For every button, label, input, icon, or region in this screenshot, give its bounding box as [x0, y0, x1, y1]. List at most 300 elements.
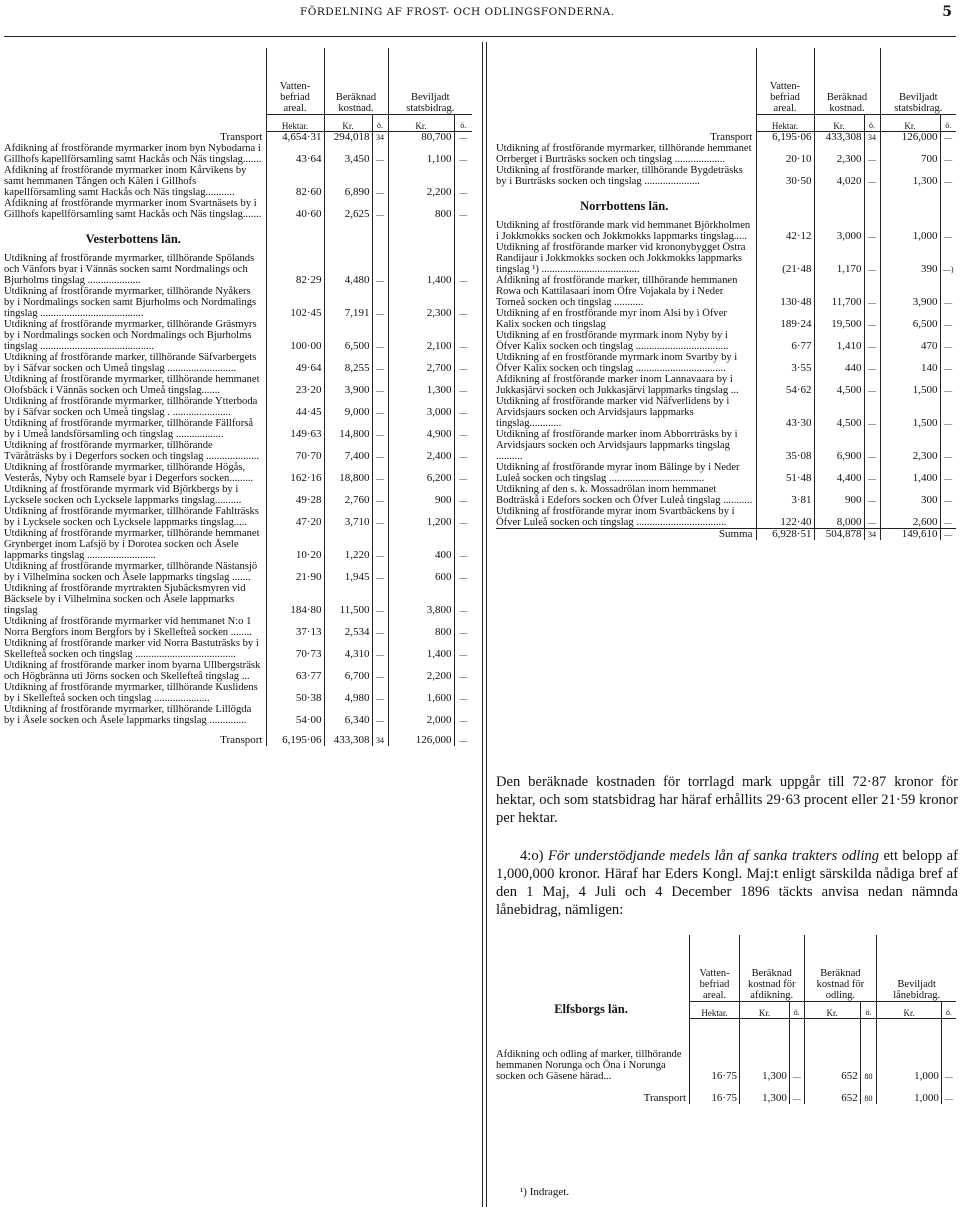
- loan-table: [496, 935, 956, 1104]
- row-cost-ore: —: [372, 286, 388, 319]
- row-description: Utdikning af frostförande myrmarker, tillhörande Tväråträsks by i Degerfors socken och tingslag ....................: [4, 439, 260, 462]
- row-cost: 2,760: [324, 484, 372, 506]
- table-row: [496, 220, 956, 242]
- row-granted: 80,700: [388, 131, 454, 143]
- row-granted: 2,300: [388, 286, 454, 319]
- row-area: 70·73: [266, 638, 324, 660]
- row-area: 6,195·06: [756, 131, 814, 143]
- section-norrbotten: [496, 187, 956, 220]
- row-description: Utdikning af frostförande myrmarker, tillhörande Lillögda by i Åsele socken och Åsele lappmarks tingslag ..............: [4, 703, 252, 726]
- transport-row: [4, 726, 472, 746]
- row-granted-ore: —: [940, 462, 956, 484]
- row-granted: 6,500: [880, 308, 940, 330]
- row-granted: 3,000: [388, 396, 454, 418]
- row-area: 21·90: [266, 561, 324, 583]
- table-row: [496, 1018, 956, 1082]
- row-area: 149·63: [266, 418, 324, 440]
- row-area: 100·00: [266, 319, 324, 352]
- row-description: Afdikning af frostförande myrmarker inom Svartnäsets by i Gillhofs kapellförsamling samt Hackås och Näs tingslag.......: [4, 197, 262, 220]
- row-granted-ore: —: [940, 374, 956, 396]
- row-granted: 126,000: [388, 726, 454, 746]
- row-granted-ore: —: [454, 704, 472, 726]
- transport-cost-drain-ore: —: [789, 1082, 804, 1104]
- row-cost: 2,625: [324, 198, 372, 220]
- row-granted-ore: —: [940, 484, 956, 506]
- row-cost-ore: —: [864, 396, 880, 429]
- row-cost-ore: —: [372, 528, 388, 561]
- row-cost-ore: —: [864, 429, 880, 462]
- row-cost: 1,945: [324, 561, 372, 583]
- row-granted: 600: [388, 561, 454, 583]
- row-description: Utdikning af frostförande myrtrakten Sjubäcksmyren vid Bäcksele by i Vilhelmina socken och Åsele lappmarks tingslag: [4, 582, 246, 616]
- section-heading: Norrbottens län.: [580, 198, 669, 213]
- unit-ore: ö.: [454, 114, 472, 131]
- transport-cost-drain: 1,300: [739, 1082, 789, 1104]
- row-description: Utdikning af frostförande myrmarker, tillhörande hemmanet Olofsbäck i Vännäs socken och Umeå tingslag.......: [4, 373, 260, 396]
- row-cost-ore: —: [864, 506, 880, 529]
- row-cost: 1,410: [814, 330, 864, 352]
- row-cost: 6,700: [324, 660, 372, 682]
- col-cost-drain-header: Beräknad kostnad för afdikning.: [739, 935, 804, 1001]
- row-area: 20·10: [756, 143, 814, 165]
- row-area: 42·12: [756, 220, 814, 242]
- column-divider: [482, 42, 483, 1207]
- row-granted-ore: —: [940, 352, 956, 374]
- row-area: 43·30: [756, 396, 814, 429]
- row-granted-ore: —: [940, 275, 956, 308]
- row-cost-ore: —: [864, 352, 880, 374]
- transport-row: [4, 131, 472, 143]
- row-area: 51·48: [756, 462, 814, 484]
- row-cost-drain-ore: —: [789, 1018, 804, 1082]
- row-area: 189·24: [756, 308, 814, 330]
- row-cost: 3,710: [324, 506, 372, 528]
- table-row: [4, 143, 472, 165]
- row-cost: 6,890: [324, 165, 372, 198]
- row-cost: 1,220: [324, 528, 372, 561]
- row-area: 82·60: [266, 165, 324, 198]
- row-granted-ore: —: [454, 143, 472, 165]
- row-cost: 4,500: [814, 374, 864, 396]
- row-granted-ore: —: [454, 561, 472, 583]
- row-area: 40·60: [266, 198, 324, 220]
- row-granted-ore: —: [454, 286, 472, 319]
- row-granted: 1,300: [880, 165, 940, 187]
- row-granted: 1,400: [388, 253, 454, 286]
- col-area-header: Vatten- befriad areal.: [756, 48, 814, 114]
- row-granted: 400: [388, 528, 454, 561]
- column-divider: [486, 42, 487, 1207]
- table-row: [4, 660, 472, 682]
- row-description: Utdikning af frostförande myrmarker, tillhörande Nyåkers by i Nordmalings socken samt Bjurholms och Nordmalings tingslag .......................................: [4, 285, 257, 319]
- row-cost: 6,500: [324, 319, 372, 352]
- row-area: 23·20: [266, 374, 324, 396]
- row-granted-ore: —: [454, 484, 472, 506]
- row-cost-ore: —: [864, 165, 880, 187]
- row-description: Utdikning af frostförande myrmark vid Björkbergs by i Lycksele socken och Lycksele lappmarks tingslag..........: [4, 483, 242, 506]
- col-granted-header: Beviljadt statsbidrag.: [388, 48, 472, 114]
- transport-row-label: Transport: [220, 131, 263, 143]
- row-cost: 4,310: [324, 638, 372, 660]
- table-row: [4, 374, 472, 396]
- row-area: 50·38: [266, 682, 324, 704]
- row-cost-cult-ore: 80: [860, 1018, 877, 1082]
- row-cost-ore: —: [372, 143, 388, 165]
- table-row: [496, 396, 956, 429]
- row-cost-ore: —: [372, 165, 388, 198]
- section-elfsborg: Elfsborgs län.: [554, 1002, 628, 1016]
- unit-ore: ö.: [372, 114, 388, 131]
- row-granted: 1,500: [880, 374, 940, 396]
- unit-ore: ö.: [940, 114, 956, 131]
- unit-kr: Kr.: [880, 114, 940, 131]
- row-granted: 1,000: [880, 220, 940, 242]
- row-granted-ore: —: [940, 528, 956, 540]
- row-granted: 4,900: [388, 418, 454, 440]
- transport-granted-ore: —: [941, 1082, 956, 1104]
- row-area: 122·40: [756, 506, 814, 529]
- row-cost-ore: —: [864, 484, 880, 506]
- row-cost-ore: —: [372, 660, 388, 682]
- running-title: FÖRDELNING AF FROST- OCH ODLINGSFONDERNA.: [300, 6, 615, 18]
- row-description: Utdikning af frostförande marker, tillhörande Bygdeträsks by i Burträsks socken och tingslag .....................: [496, 164, 743, 187]
- transport-label: Transport: [643, 1092, 687, 1104]
- row-cost-ore: —: [372, 440, 388, 462]
- table-row: [4, 286, 472, 319]
- table-row: [496, 374, 956, 396]
- row-cost: 11,500: [324, 583, 372, 616]
- table-row: [4, 682, 472, 704]
- row-granted: 800: [388, 198, 454, 220]
- table-row: [4, 440, 472, 462]
- table-row: [4, 165, 472, 198]
- row-cost-ore: 34: [864, 528, 880, 540]
- unit-hektar: Hektar.: [266, 114, 324, 131]
- row-granted: 1,100: [388, 143, 454, 165]
- row-description: Utdikning af frostförande myrar inom Svartbäckens by i Öfver Luleå socken och tingslag ..................................: [496, 505, 735, 528]
- row-description: Utdikning af frostförande myrmarker, tillhörande hemmanet Grynberget inom Lafsjö by i Dorotea socken och Åsele lappmarks tingslag ..........................: [4, 527, 260, 561]
- row-cost-ore: —: [372, 638, 388, 660]
- row-description: Utdikning af den s. k. Mossadrölan inom hemmanet Bodträskå i Edefors socken och Öfver Luleå tingslag ...........: [496, 483, 753, 506]
- col-area-header: Vatten- befriad areal.: [266, 48, 324, 114]
- table-row: [4, 253, 472, 286]
- row-cost-ore: —: [864, 220, 880, 242]
- row-description: Utdikning af frostförande marker vid krononybygget Östra Randijaur i Jokkmokks socken och Jokkmokks lappmarks tingslag ¹) .....................................: [496, 241, 746, 275]
- row-cost-ore: —: [372, 462, 388, 484]
- transport-row-label: Transport: [710, 131, 753, 143]
- table-row: [496, 484, 956, 506]
- footnote: ¹) Indraget.: [520, 1186, 570, 1198]
- row-cost: 9,000: [324, 396, 372, 418]
- row-cost-ore: 34: [864, 131, 880, 143]
- row-cost-ore: —: [372, 374, 388, 396]
- row-granted-ore: —: [940, 330, 956, 352]
- table-row: [496, 330, 956, 352]
- row-granted-ore: —: [940, 308, 956, 330]
- row-cost-ore: —: [372, 396, 388, 418]
- table-row: [4, 561, 472, 583]
- row-area: 10·20: [266, 528, 324, 561]
- row-cost: 4,480: [324, 253, 372, 286]
- row-granted: 390: [880, 242, 940, 275]
- row-granted: 3,900: [880, 275, 940, 308]
- table-row: [496, 242, 956, 275]
- row-description: Afdikning af frostförande myrmarker inom Kårvikens by samt hemmanen Tången och Kälen i Gillhofs kapellförsamling samt Hackås och Näs tingslag...........: [4, 164, 247, 198]
- transport-row: [496, 131, 956, 143]
- row-cost: 433,308: [324, 726, 372, 746]
- row-cost: 7,191: [324, 286, 372, 319]
- row-description: Utdikning af frostförande myrmarker, tillhörande Ytterboda by i Säfvar socken och Umeå tingslag . ......................: [4, 395, 258, 418]
- row-area: 184·80: [266, 583, 324, 616]
- row-cost-ore: —: [372, 682, 388, 704]
- row-area: 130·48: [756, 275, 814, 308]
- unit-hektar: Hektar.: [756, 114, 814, 131]
- row-cost: 440: [814, 352, 864, 374]
- row-area: 47·20: [266, 506, 324, 528]
- row-cost: 4,400: [814, 462, 864, 484]
- row-granted: 1,500: [880, 396, 940, 429]
- row-cost: 3,450: [324, 143, 372, 165]
- row-cost-cult: 652: [804, 1018, 860, 1082]
- left-ledger-table: [4, 48, 472, 746]
- transport-row: [496, 1082, 956, 1104]
- unit-ore: ö.: [789, 1001, 804, 1018]
- row-description: Afdikning af frostförande marker inom Lannavaara by i Jukkasjärvi socken och Jukkasjärvi lappmarks tingslag ...: [496, 373, 739, 396]
- row-cost-ore: —: [372, 484, 388, 506]
- row-area: 3·81: [756, 484, 814, 506]
- row-area: 37·13: [266, 616, 324, 638]
- row-granted: 2,200: [388, 660, 454, 682]
- row-granted-ore: —: [454, 638, 472, 660]
- row-cost-ore: —: [864, 330, 880, 352]
- row-description: Utdikning af frostförande myrmarker, tillhörande Gräsmyrs by i Nordmalings socken och Nordmalings och Bjurholms tingslag ...........................................: [4, 318, 257, 352]
- row-granted: 2,200: [388, 165, 454, 198]
- row-cost-ore: —: [372, 198, 388, 220]
- row-granted: 2,100: [388, 319, 454, 352]
- row-description: Utdikning af frostförande myrmarker, tillhörande Kuslidens by i Skellefteå socken och tingslag .....................: [4, 681, 258, 704]
- row-cost: 4,980: [324, 682, 372, 704]
- unit-hektar: Hektar.: [690, 1001, 740, 1018]
- row-cost-ore: —: [864, 143, 880, 165]
- row-cost-ore: —: [864, 308, 880, 330]
- row-granted: 149,610: [880, 528, 940, 540]
- row-granted-ore: —: [940, 506, 956, 529]
- row-area: 6·77: [756, 330, 814, 352]
- table-row: [496, 429, 956, 462]
- row-granted-ore: —: [454, 319, 472, 352]
- row-area: 102·45: [266, 286, 324, 319]
- row-cost: 433,308: [814, 131, 864, 143]
- table-row: [4, 583, 472, 616]
- table-row: [496, 308, 956, 330]
- col-cost-cult-header: Beräknad kostnad för odling.: [804, 935, 877, 1001]
- row-area: 6,928·51: [756, 528, 814, 540]
- row-granted-ore: —: [454, 462, 472, 484]
- row-granted: 800: [388, 616, 454, 638]
- row-granted-ore: —: [940, 396, 956, 429]
- row-area: 54·62: [756, 374, 814, 396]
- table-row: [4, 638, 472, 660]
- row-granted: 3,800: [388, 583, 454, 616]
- row-cost: 294,018: [324, 131, 372, 143]
- row-cost-ore: —: [372, 616, 388, 638]
- row-area: 30·50: [756, 165, 814, 187]
- row-cost-ore: —: [372, 319, 388, 352]
- row-description: Utdikning af frostförande marker, tillhörande Säfvarbergets by i Säfvar socken och Umeå tingslag ..........................: [4, 351, 257, 374]
- row-area: 16·75: [690, 1018, 740, 1082]
- col-granted-header: Beviljadt lånebidrag.: [877, 935, 956, 1001]
- transport-row-label: Transport: [220, 733, 263, 746]
- row-granted-ore: —: [454, 374, 472, 396]
- row-granted-ore: —: [454, 726, 472, 746]
- row-cost-ore: 34: [372, 131, 388, 143]
- table-row: [4, 198, 472, 220]
- col-cost-header: Beräknad kostnad.: [324, 48, 388, 114]
- row-cost: 19,500: [814, 308, 864, 330]
- table-row: [4, 506, 472, 528]
- row-granted-ore: —: [454, 352, 472, 374]
- row-area: 43·64: [266, 143, 324, 165]
- row-granted: 300: [880, 484, 940, 506]
- row-cost: 3,900: [324, 374, 372, 396]
- row-description: Utdikning af frostförande myrmarker, tillhörande Spölands och Vänfors byar i Vännäs socken samt Nordmalings och Bjurholms tingslag ....................: [4, 252, 255, 286]
- row-cost: 6,340: [324, 704, 372, 726]
- row-granted-ore: —: [454, 616, 472, 638]
- row-granted: 1,200: [388, 506, 454, 528]
- row-description: Utdikning af frostförande myrmarker, tillhörande Fällforså by i Umeå landsförsamling och tingslag ..................: [4, 417, 254, 440]
- row-granted: 1,400: [880, 462, 940, 484]
- row-granted-ore: —: [940, 165, 956, 187]
- row-granted: 1,300: [388, 374, 454, 396]
- col-area-header: Vatten- befriad areal.: [690, 935, 740, 1001]
- row-area: 44·45: [266, 396, 324, 418]
- row-granted: 470: [880, 330, 940, 352]
- row-area: 35·08: [756, 429, 814, 462]
- table-row: [4, 352, 472, 374]
- row-granted-ore: —: [454, 682, 472, 704]
- row-description: Utdikning af frostförande marker vid Näfverlidens by i Arvidsjaurs socken och Arvidsjaurs lappmarks tingslag............: [496, 395, 730, 429]
- prose-block: [496, 773, 958, 919]
- row-cost-ore: —: [372, 704, 388, 726]
- table-row: [496, 352, 956, 374]
- running-head: [0, 4, 960, 24]
- row-description: Utdikning af frostförande mark vid hemmanet Björkholmen i Jokkmokks socken och Jokkmokks lappmarks tingslag.....: [496, 219, 751, 242]
- unit-ore: ö.: [941, 1001, 956, 1018]
- row-description: Utdikning af en frostförande myr inom Alsi by i Öfver Kalix socken och tingslag: [496, 307, 727, 330]
- transport-cost-cult-ore: 80: [860, 1082, 877, 1104]
- row-granted: 126,000: [880, 131, 940, 143]
- sum-row: [496, 528, 956, 540]
- row-cost: 4,500: [814, 396, 864, 429]
- unit-kr: Kr.: [324, 114, 372, 131]
- row-granted: 140: [880, 352, 940, 374]
- row-granted: 700: [880, 143, 940, 165]
- row-granted: 1,600: [388, 682, 454, 704]
- row-cost-ore: —: [372, 418, 388, 440]
- row-cost: 8,000: [814, 506, 864, 529]
- table-row: [4, 616, 472, 638]
- row-cost-ore: —: [372, 561, 388, 583]
- row-area: 70·70: [266, 440, 324, 462]
- row-granted: 2,600: [880, 506, 940, 529]
- row-description: Afdikning af frostförande myrmarker inom byn Nybodarna i Gillhofs kapellförsamling samt Hackås och Näs tingslag.......: [4, 142, 262, 165]
- row-area: 162·16: [266, 462, 324, 484]
- row-cost-ore: 34: [372, 726, 388, 746]
- row-granted-ore: —: [454, 253, 472, 286]
- row-cost-ore: —: [864, 462, 880, 484]
- table-row: [496, 506, 956, 529]
- row-granted-ore: —: [454, 440, 472, 462]
- row-granted-ore: —: [454, 583, 472, 616]
- row-granted: 1,000: [877, 1018, 942, 1082]
- table-row: [4, 528, 472, 561]
- unit-kr: Kr.: [814, 114, 864, 131]
- transport-area: 16·75: [690, 1082, 740, 1104]
- right-ledger-table: [496, 48, 956, 540]
- row-area: 4,654·31: [266, 131, 324, 143]
- row-cost: 14,800: [324, 418, 372, 440]
- table-row: [4, 484, 472, 506]
- row-granted-ore: —: [454, 165, 472, 198]
- row-description: Afdikning och odling af marker, tillhörande hemmanen Norunga och Öna i Norunga socken och Gäsene härad...: [496, 1049, 682, 1082]
- row-granted: 2,400: [388, 440, 454, 462]
- unit-ore: ö.: [864, 114, 880, 131]
- row-description: Utdikning af frostförande myrmarker, tillhörande Nästansjö by i Vilhelmina socken och Åsele lappmarks tingslag .......: [4, 560, 258, 583]
- row-granted-ore: —: [454, 528, 472, 561]
- row-cost: 4,020: [814, 165, 864, 187]
- row-description: Utdikning af frostförande myrmarker, tillhörande hemmanet Orrberget i Burträsks socken och tingslag ...................: [496, 142, 752, 165]
- row-description: Utdikning af frostförande myrmarker, tillhörande Fahlträsks by i Lycksele socken och Lycksele lappmarks tingslag.....: [4, 505, 259, 528]
- row-cost-ore: —: [372, 583, 388, 616]
- row-cost: 2,534: [324, 616, 372, 638]
- row-description: Utdikning af frostförande marker inom Abborrträsks by i Arvidsjaurs socken och Arvidsjaurs lappmarks tingslag ..........: [496, 428, 738, 462]
- row-area: 49·64: [266, 352, 324, 374]
- row-description: Utdikning af frostförande myrar inom Bälinge by i Neder Luleå socken och tingslag ....................................: [496, 461, 740, 484]
- row-granted: 1,400: [388, 638, 454, 660]
- row-granted-ore: —): [940, 242, 956, 275]
- row-area: (21·48: [756, 242, 814, 275]
- row-cost: 6,900: [814, 429, 864, 462]
- row-cost-ore: —: [864, 242, 880, 275]
- row-cost-ore: —: [864, 374, 880, 396]
- row-granted: 900: [388, 484, 454, 506]
- row-cost-ore: —: [372, 352, 388, 374]
- row-description: Utdikning af en frostförande myrmark inom Svartby by i Öfver Kalix socken och tingslag ..................................: [496, 351, 738, 374]
- section-heading: Vesterbottens län.: [85, 231, 181, 246]
- row-cost: 8,255: [324, 352, 372, 374]
- top-rule: [4, 36, 956, 37]
- row-granted-ore: —: [941, 1018, 956, 1082]
- row-granted: 6,200: [388, 462, 454, 484]
- row-area: 63·77: [266, 660, 324, 682]
- row-cost: 900: [814, 484, 864, 506]
- unit-ore: ö.: [860, 1001, 877, 1018]
- row-description: Utdikning af en frostförande myrmark inom Nyby by i Öfver Kalix socken och tingslag ...................................: [496, 329, 729, 352]
- row-granted-ore: —: [454, 418, 472, 440]
- row-cost: 3,000: [814, 220, 864, 242]
- col-cost-header: Beräknad kostnad.: [814, 48, 880, 114]
- row-cost: 7,400: [324, 440, 372, 462]
- row-cost: 2,300: [814, 143, 864, 165]
- row-cost-ore: —: [372, 253, 388, 286]
- row-description: Utdikning af frostförande marker vid Norra Bastuträsks by i Skellefteå socken och tingslag ......................................: [4, 637, 259, 660]
- row-granted-ore: —: [454, 396, 472, 418]
- row-granted-ore: —: [940, 143, 956, 165]
- table-row: [496, 165, 956, 187]
- row-area: 3·55: [756, 352, 814, 374]
- row-cost-ore: —: [372, 506, 388, 528]
- row-description: Utdikning af frostförande myrmarker vid hemmanet N:o 1 Norra Bergfors inom Bergfors by i Skellefteå socken ........: [4, 615, 252, 638]
